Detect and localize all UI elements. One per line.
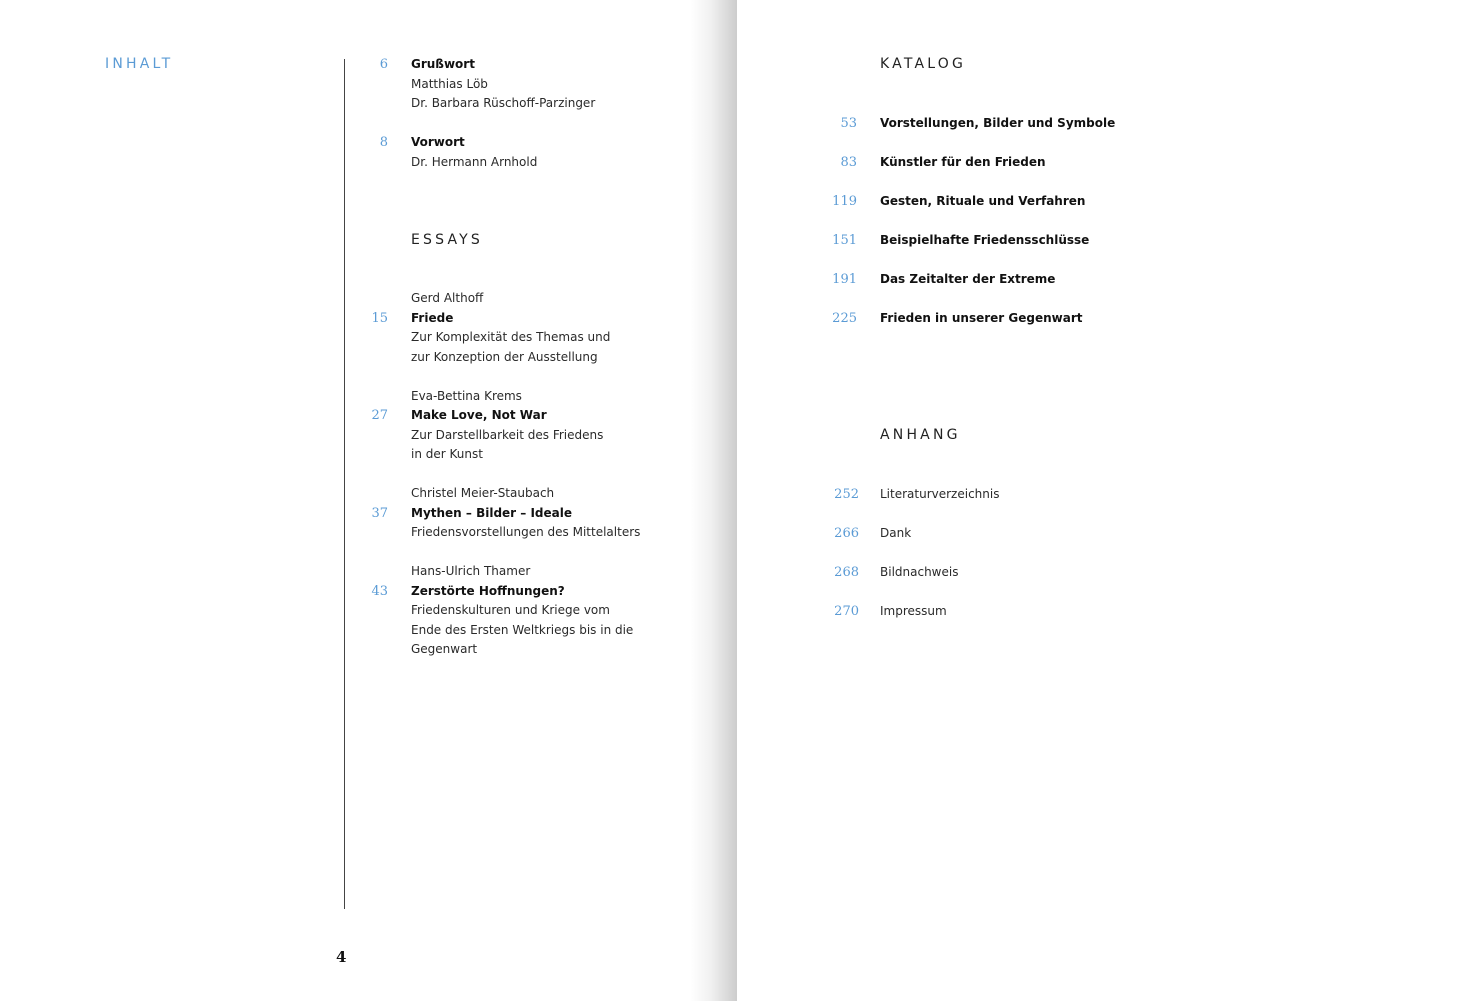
entry-title: Grußwort [411,57,475,71]
katalog-heading: KATALOG [880,56,967,72]
essay-title: Mythen – Bilder – Ideale [411,506,572,520]
page-number: 225 [832,311,857,326]
page-number: 8 [379,135,388,150]
essay-subtitle: Zur Komplexität des Themas und [411,330,611,344]
page-number: 6 [379,57,388,72]
essay-author: Gerd Althoff [411,291,484,305]
essay-title: Friede [411,311,454,325]
entry-title: Impressum [880,604,947,618]
essay-subtitle: Ende des Ersten Weltkriegs bis in die [411,623,634,637]
page-number: 268 [834,565,859,580]
page-number: 37 [371,506,388,521]
entry-title: Beispielhafte Friedensschlüsse [880,233,1090,247]
entry-title: Künstler für den Frieden [880,155,1046,169]
entry-title: Frieden in unserer Gegenwart [880,311,1083,325]
page-number: 151 [832,233,857,248]
essay-author: Hans-Ulrich Thamer [411,564,531,578]
page-number: 15 [371,311,388,326]
page-number: 191 [832,272,857,287]
right-page [737,0,1473,1001]
essay-author: Eva-Bettina Krems [411,389,522,403]
page-number: 266 [834,526,859,541]
entry-title: Bildnachweis [880,565,959,579]
essay-subtitle: Friedenskulturen und Kriege vom [411,603,610,617]
essays-heading: ESSAYS [411,232,484,248]
page-number: 270 [834,604,859,619]
page-number: 119 [832,194,857,209]
page-folio: 4 [336,948,347,966]
vertical-rule [344,59,345,909]
entry-title: Vorwort [411,135,465,149]
entry-title: Das Zeitalter der Extreme [880,272,1056,286]
entry-line: Dr. Barbara Rüschoff-Parzinger [411,96,596,110]
essay-subtitle: in der Kunst [411,447,483,461]
essay-subtitle: zur Konzeption der Ausstellung [411,350,598,364]
entry-title: Gesten, Rituale und Verfahren [880,194,1086,208]
entry-title: Literaturverzeichnis [880,487,1000,501]
page-number: 83 [840,155,857,170]
essay-title: Make Love, Not War [411,408,547,422]
page-number: 43 [371,584,388,599]
entry-title: Dank [880,526,912,540]
anhang-heading: ANHANG [880,427,961,443]
page-number: 53 [840,116,857,131]
essay-subtitle: Zur Darstellbarkeit des Friedens [411,428,604,442]
gutter-shadow-left [690,0,737,1001]
essay-author: Christel Meier-Staubach [411,486,555,500]
entry-line: Dr. Hermann Arnhold [411,155,538,169]
essay-title: Zerstörte Hoffnungen? [411,584,565,598]
entry-line: Matthias Löb [411,77,488,91]
page-number: 252 [834,487,859,502]
inhalt-heading: INHALT [105,56,174,72]
essay-subtitle: Friedensvorstellungen des Mittelalters [411,525,641,539]
entry-title: Vorstellungen, Bilder und Symbole [880,116,1116,130]
essay-subtitle: Gegenwart [411,642,478,656]
page-number: 27 [371,408,388,423]
